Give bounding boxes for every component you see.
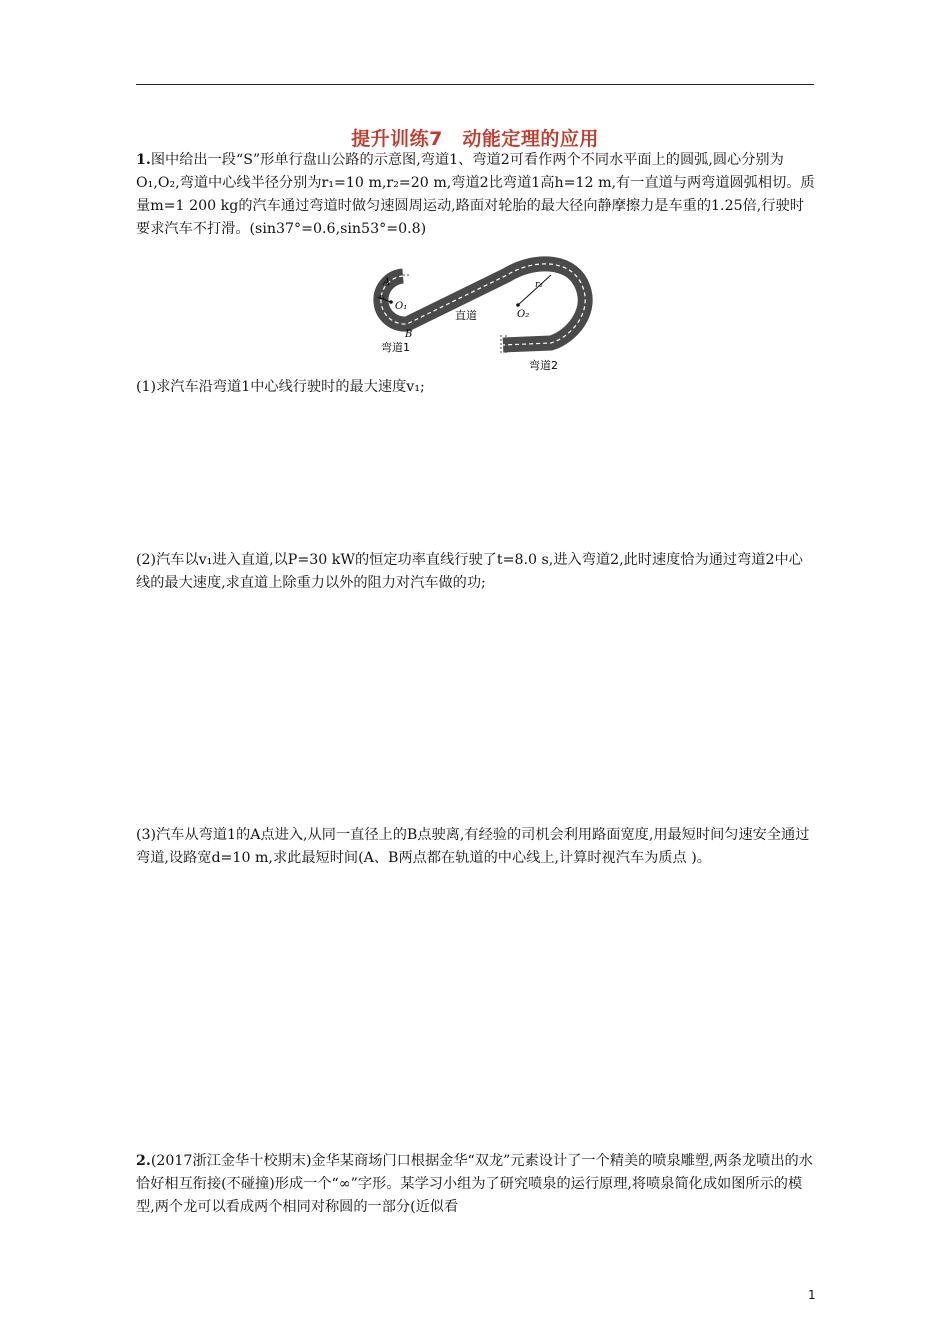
question-1-3: (3)汽车从弯道1的A点进入,从同一直径上的B点驶离,有经验的司机会利用路面宽度,用最短时间匀速安全通过弯道,设路宽d=10 m,求此最短时间(A、B两点都在轨道的中心线上,计算时视汽车为质点 )。	[136, 827, 810, 866]
label-o1: O₁	[395, 301, 408, 312]
label-curve1: 弯道1	[381, 341, 410, 354]
label-b: B	[405, 329, 413, 340]
problem-2-text: (2017浙江金华十校期末)金华某商场门口根据金华“双龙”元素设计了一个精美的喷泉雕塑,两条龙喷出的水恰好相互衔接(不碰撞)形成一个“∞”字形。某学习小组为了研究喷泉的运行原理,将喷泉简化成如图所示的模型,两个龙可以看成两个相同对称圆的一部分(近似看	[136, 1153, 813, 1215]
header-rule	[136, 84, 814, 85]
problem-2-number: 2.	[136, 1153, 151, 1169]
problem-2-stem	[136, 1150, 816, 1219]
s-road-diagram	[355, 245, 595, 377]
label-straight: 直道	[455, 309, 477, 322]
page-title: 提升训练7 动能定理的应用	[351, 128, 599, 150]
problem-1-text: 图中给出一段“S”形单行盘山公路的示意图,弯道1、弯道2可看作两个不同水平面上的圆弧,圆心分别为O₁,O₂,弯道中心线半径分别为r₁=10 m,r₂=20 m,弯道2比弯道1高h=12 m,有一直道与两弯道圆弧相切。质量m=1 200 kg的汽车通过弯道时做匀速圆周运动,路面对轮胎的最大径向静摩擦力是车重的1.25倍,行驶时要求汽车不打滑。(sin37°=0.6,sin53°=0.8)	[136, 152, 815, 237]
question-1-2: (2)汽车以v₁进入直道,以P=30 kW的恒定功率直线行驶了t=8.0 s,进入弯道2,此时速度恰为通过弯道2中心线的最大速度,求直道上除重力以外的阻力对汽车做的功;	[136, 552, 803, 591]
label-r2: r₂	[535, 280, 543, 290]
label-a: A	[383, 277, 391, 288]
label-curve2: 弯道2	[529, 359, 558, 372]
problem-1-number: 1.	[136, 152, 151, 168]
page-number: 1	[808, 1288, 816, 1302]
question-1-1: (1)求汽车沿弯道1中心线行驶时的最大速度v₁;	[136, 379, 425, 395]
label-o2: O₂	[517, 309, 530, 320]
problem-1-stem	[136, 149, 816, 241]
label-r1: r₁	[379, 293, 386, 301]
